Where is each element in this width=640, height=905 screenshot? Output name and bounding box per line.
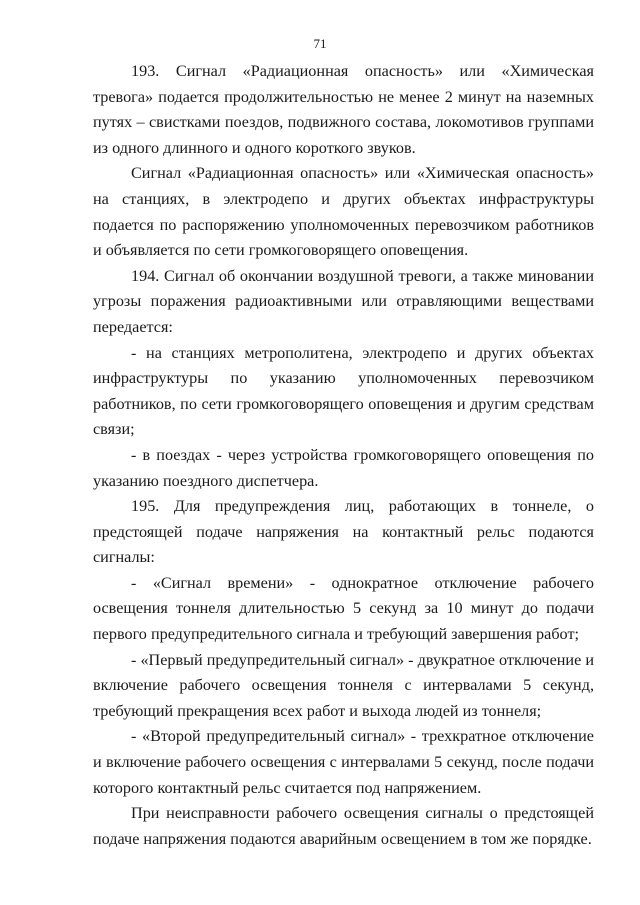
paragraph-radiation-signal-stations: Сигнал «Радиационная опасность» или «Химическая опасность» на станциях, в электродепо и других объектах инфраструктуры подается по распоряжению уполномоченных перевозчиком работников и объявляется по сети громкоговорящего оповещения.: [93, 164, 594, 260]
paragraph-193: 193. Сигнал «Радиационная опасность» или «Химическая тревога» подается продолжительностью не менее 2 минут на наземных путях – свистками поездов, подвижного состава, локомотивов группами из одного длинного и одного короткого звуков.: [93, 62, 594, 157]
paragraph-194: 194. Сигнал об окончании воздушной тревоги, а также миновании угрозы поражения радиоактивными или отравляющими веществами передается:: [93, 266, 594, 336]
list-item-time-signal: - «Сигнал времени» - однократное отключение рабочего освещения тоннеля длительностью 5 секунд за 10 минут до подачи первого предупредительного сигнала и требующий завершения работ;: [93, 573, 594, 644]
list-item-second-warning-signal: - «Второй предупредительный сигнал» - трехкратное отключение и включение рабочего освещения с интервалами 5 секунд, после подачи которого контактный рельс считается под напряжением.: [93, 727, 594, 797]
list-item-trains: - в поездах - через устройства громкоговорящего оповещения по указанию поездного диспетчера.: [93, 445, 594, 490]
list-item-stations: - на станциях метрополитена, электродепо и других объектах инфраструктуры по указанию уполномоченных перевозчиком работников, по сети громкоговорящего оповещения и другим средствам связи;: [93, 343, 594, 439]
document-body: [93, 59, 594, 852]
paragraph-emergency-lighting: При неисправности рабочего освещения сигналы о предстоящей подаче напряжения подаются аварийным освещением в том же порядке.: [93, 804, 594, 848]
list-item-first-warning-signal: - «Первый предупредительный сигнал» - двукратное отключение и включение рабочего освещения тоннеля с интервалами 5 секунд, требующий прекращения всех работ и выхода людей из тоннеля;: [93, 650, 594, 720]
paragraph-195: 195. Для предупреждения лиц, работающих в тоннеле, о предстоящей подаче напряжения на контактный рельс подаются сигналы:: [93, 497, 594, 567]
page-number: 71: [313, 36, 327, 51]
